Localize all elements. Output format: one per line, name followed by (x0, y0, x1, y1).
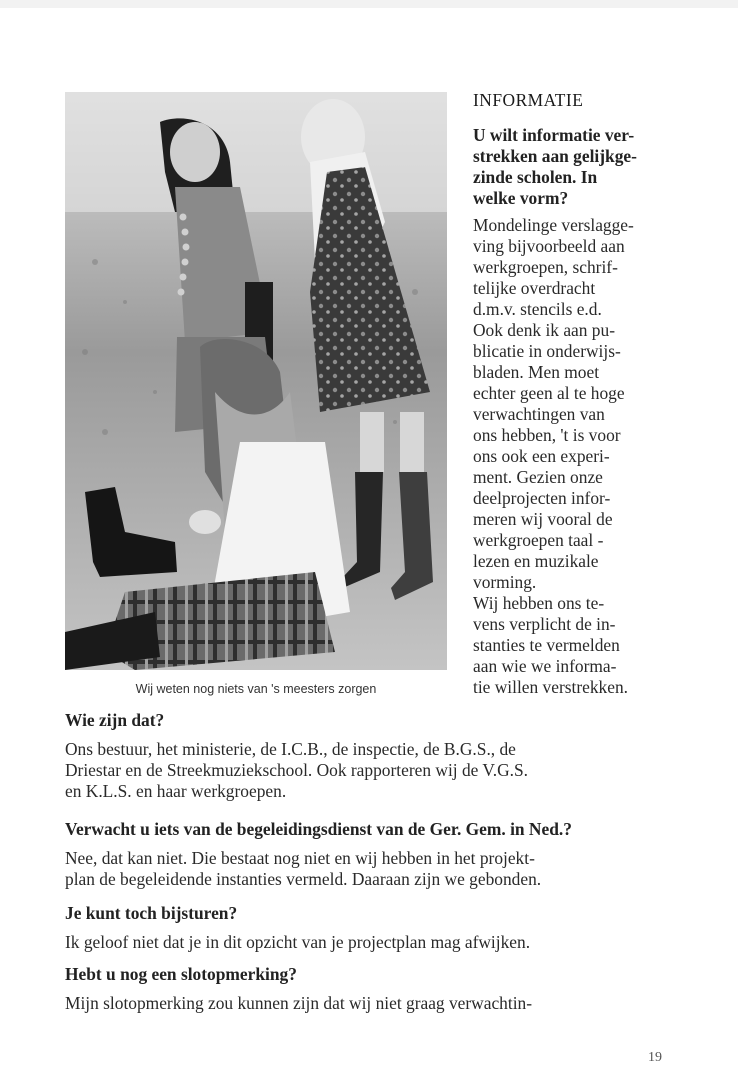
text-line: werkgroepen taal - (473, 530, 604, 550)
text-line: deelprojecten infor- (473, 488, 611, 508)
text-line: tie willen verstrekken. (473, 677, 629, 697)
text-line: ment. Gezien onze (473, 467, 603, 487)
text-line: strekken aan gelijkge- (473, 146, 637, 166)
section-bijsturen (65, 903, 675, 953)
text-line: Nee, dat kan niet. Die bestaat nog niet en wij hebben in het projekt- (65, 848, 535, 868)
text-line: welke vorm? (473, 188, 569, 208)
text-line: Ons bestuur, het ministerie, de I.C.B., de inspectie, de B.G.S., de (65, 739, 516, 759)
section-answer (65, 993, 675, 1014)
text-line: blicatie in onderwijs- (473, 341, 621, 361)
text-line: bladen. Men moet (473, 362, 600, 382)
section-question: Verwacht u iets van de begeleidingsdienst van de Ger. Gem. in Ned.? (65, 819, 572, 839)
text-line: Wij hebben ons te- (473, 593, 605, 613)
text-line: Mijn slotopmerking zou kunnen zijn dat wij niet graag verwachtin- (65, 993, 533, 1013)
section-wie-zijn-dat (65, 710, 675, 802)
text-line: vens verplicht de in- (473, 614, 616, 634)
text-line: d.m.v. stencils e.d. (473, 299, 602, 319)
informatie-answer (473, 215, 683, 698)
text-line: Ook denk ik aan pu- (473, 320, 615, 340)
section-question: Hebt u nog een slotopmerking? (65, 964, 297, 984)
section-answer (65, 848, 675, 890)
text-line: stanties te vermelden (473, 635, 620, 655)
section-begeleidingsdienst (65, 819, 675, 890)
section-answer (65, 739, 675, 802)
text-line: aan wie we informa- (473, 656, 617, 676)
informatie-heading: INFORMATIE (473, 90, 584, 110)
text-line: lezen en muzikale (473, 551, 599, 571)
text-line: meren wij vooral de (473, 509, 613, 529)
photo-children-playing (65, 92, 447, 670)
text-line: telijke overdracht (473, 278, 596, 298)
text-line: zinde scholen. In (473, 167, 598, 187)
photo-illustration (65, 92, 447, 670)
section-slotopmerking (65, 964, 675, 1014)
informatie-question (473, 125, 683, 209)
text-line: U wilt informatie ver- (473, 125, 635, 145)
text-line: ving bijvoorbeeld aan (473, 236, 625, 256)
photo-caption: Wij weten nog niets van 's meesters zorgen (135, 682, 377, 696)
section-answer (65, 932, 675, 953)
text-line: ons ook een experi- (473, 446, 610, 466)
text-line: vorming. (473, 572, 537, 592)
section-question: Je kunt toch bijsturen? (65, 903, 238, 923)
section-question: Wie zijn dat? (65, 710, 165, 730)
text-line: Ik geloof niet dat je in dit opzicht van je projectplan mag afwijken. (65, 932, 531, 952)
page-number: 19 (648, 1050, 662, 1065)
text-line: Driestar en de Streekmuziekschool. Ook rapporteren wij de V.G.S. (65, 760, 528, 780)
text-line: verwachtingen van (473, 404, 605, 424)
text-line: werkgroepen, schrif- (473, 257, 618, 277)
text-line: ons hebben, 't is voor (473, 425, 621, 445)
text-line: Mondelinge verslagge- (473, 215, 634, 235)
text-line: en K.L.S. en haar werkgroepen. (65, 781, 287, 801)
text-line: plan de begeleidende instanties vermeld. Daaraan zijn we gebonden. (65, 869, 542, 889)
text-line: echter geen al te hoge (473, 383, 625, 403)
page-top-edge (0, 0, 738, 8)
informatie-column (473, 90, 683, 698)
